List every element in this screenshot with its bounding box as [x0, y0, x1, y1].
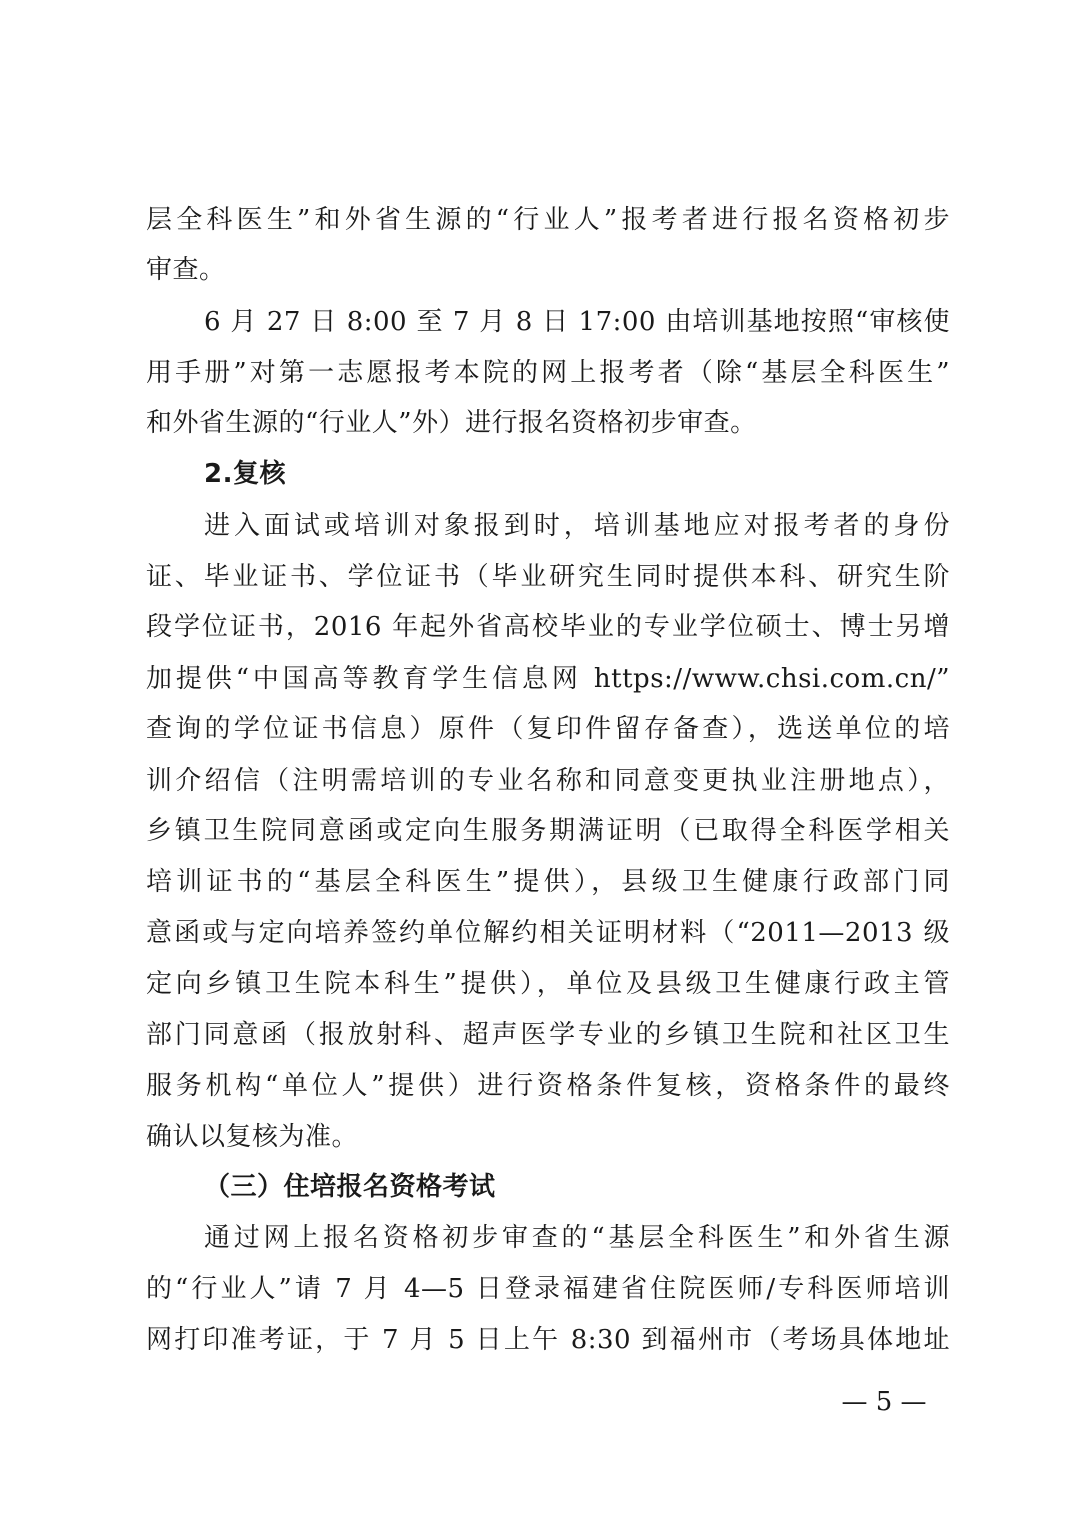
paragraph-line: 证、毕业证书、学位证书（毕业研究生同时提供本科、研究生阶	[146, 562, 950, 592]
paragraph-line: 部门同意函（报放射科、超声医学专业的乡镇卫生院和社区卫生	[146, 1020, 950, 1050]
page-number: — 5 —	[841, 1387, 927, 1417]
paragraph-line: 训介绍信（注明需培训的专业名称和同意变更执业注册地点），	[146, 766, 950, 796]
paragraph-line: 查询的学位证书信息）原件（复印件留存备查），选送单位的培	[146, 714, 950, 744]
paragraph-line: 培训证书的“基层全科医生”提供），县级卫生健康行政部门同	[146, 867, 950, 897]
paragraph-line: 确认以复核为准。	[146, 1122, 359, 1152]
paragraph-line: 和外省生源的“行业人”外）进行报名资格初步审查。	[146, 408, 757, 438]
paragraph-line: 通过网上报名资格初步审查的“基层全科医生”和外省生源	[204, 1223, 950, 1253]
paragraph-line: 服务机构“单位人”提供）进行资格条件复核，资格条件的最终	[146, 1071, 950, 1101]
paragraph-line: 乡镇卫生院同意函或定向生服务期满证明（已取得全科医学相关	[146, 816, 950, 846]
paragraph-line: 6 月 27 日 8:00 至 7 月 8 日 17:00 由培训基地按照“审核使	[204, 307, 950, 337]
paragraph-line: 进入面试或培训对象报到时，培训基地应对报考者的身份	[204, 511, 950, 541]
paragraph-line: 的“行业人”请 7 月 4—5 日登录福建省住院医师/专科医师培训	[146, 1274, 950, 1304]
paragraph-line: 层全科医生”和外省生源的“行业人”报考者进行报名资格初步	[146, 205, 950, 235]
section-heading-exam: （三）住培报名资格考试	[204, 1172, 496, 1202]
paragraph-line: 定向乡镇卫生院本科生”提供），单位及县级卫生健康行政主管	[146, 969, 950, 999]
paragraph-line: 网打印准考证，于 7 月 5 日上午 8:30 到福州市（考场具体地址	[146, 1325, 950, 1355]
paragraph-line: 加提供“中国高等教育学生信息网 https://www.chsi.com.cn/”	[146, 664, 950, 694]
paragraph-line: 用手册”对第一志愿报考本院的网上报考者（除“基层全科医生”	[146, 358, 950, 388]
section-heading-review: 2.复核	[204, 459, 286, 489]
paragraph-line: 意函或与定向培养签约单位解约相关证明材料（“2011—2013 级	[146, 918, 950, 948]
paragraph-line: 审查。	[146, 255, 226, 285]
paragraph-line: 段学位证书，2016 年起外省高校毕业的专业学位硕士、博士另增	[146, 612, 950, 642]
